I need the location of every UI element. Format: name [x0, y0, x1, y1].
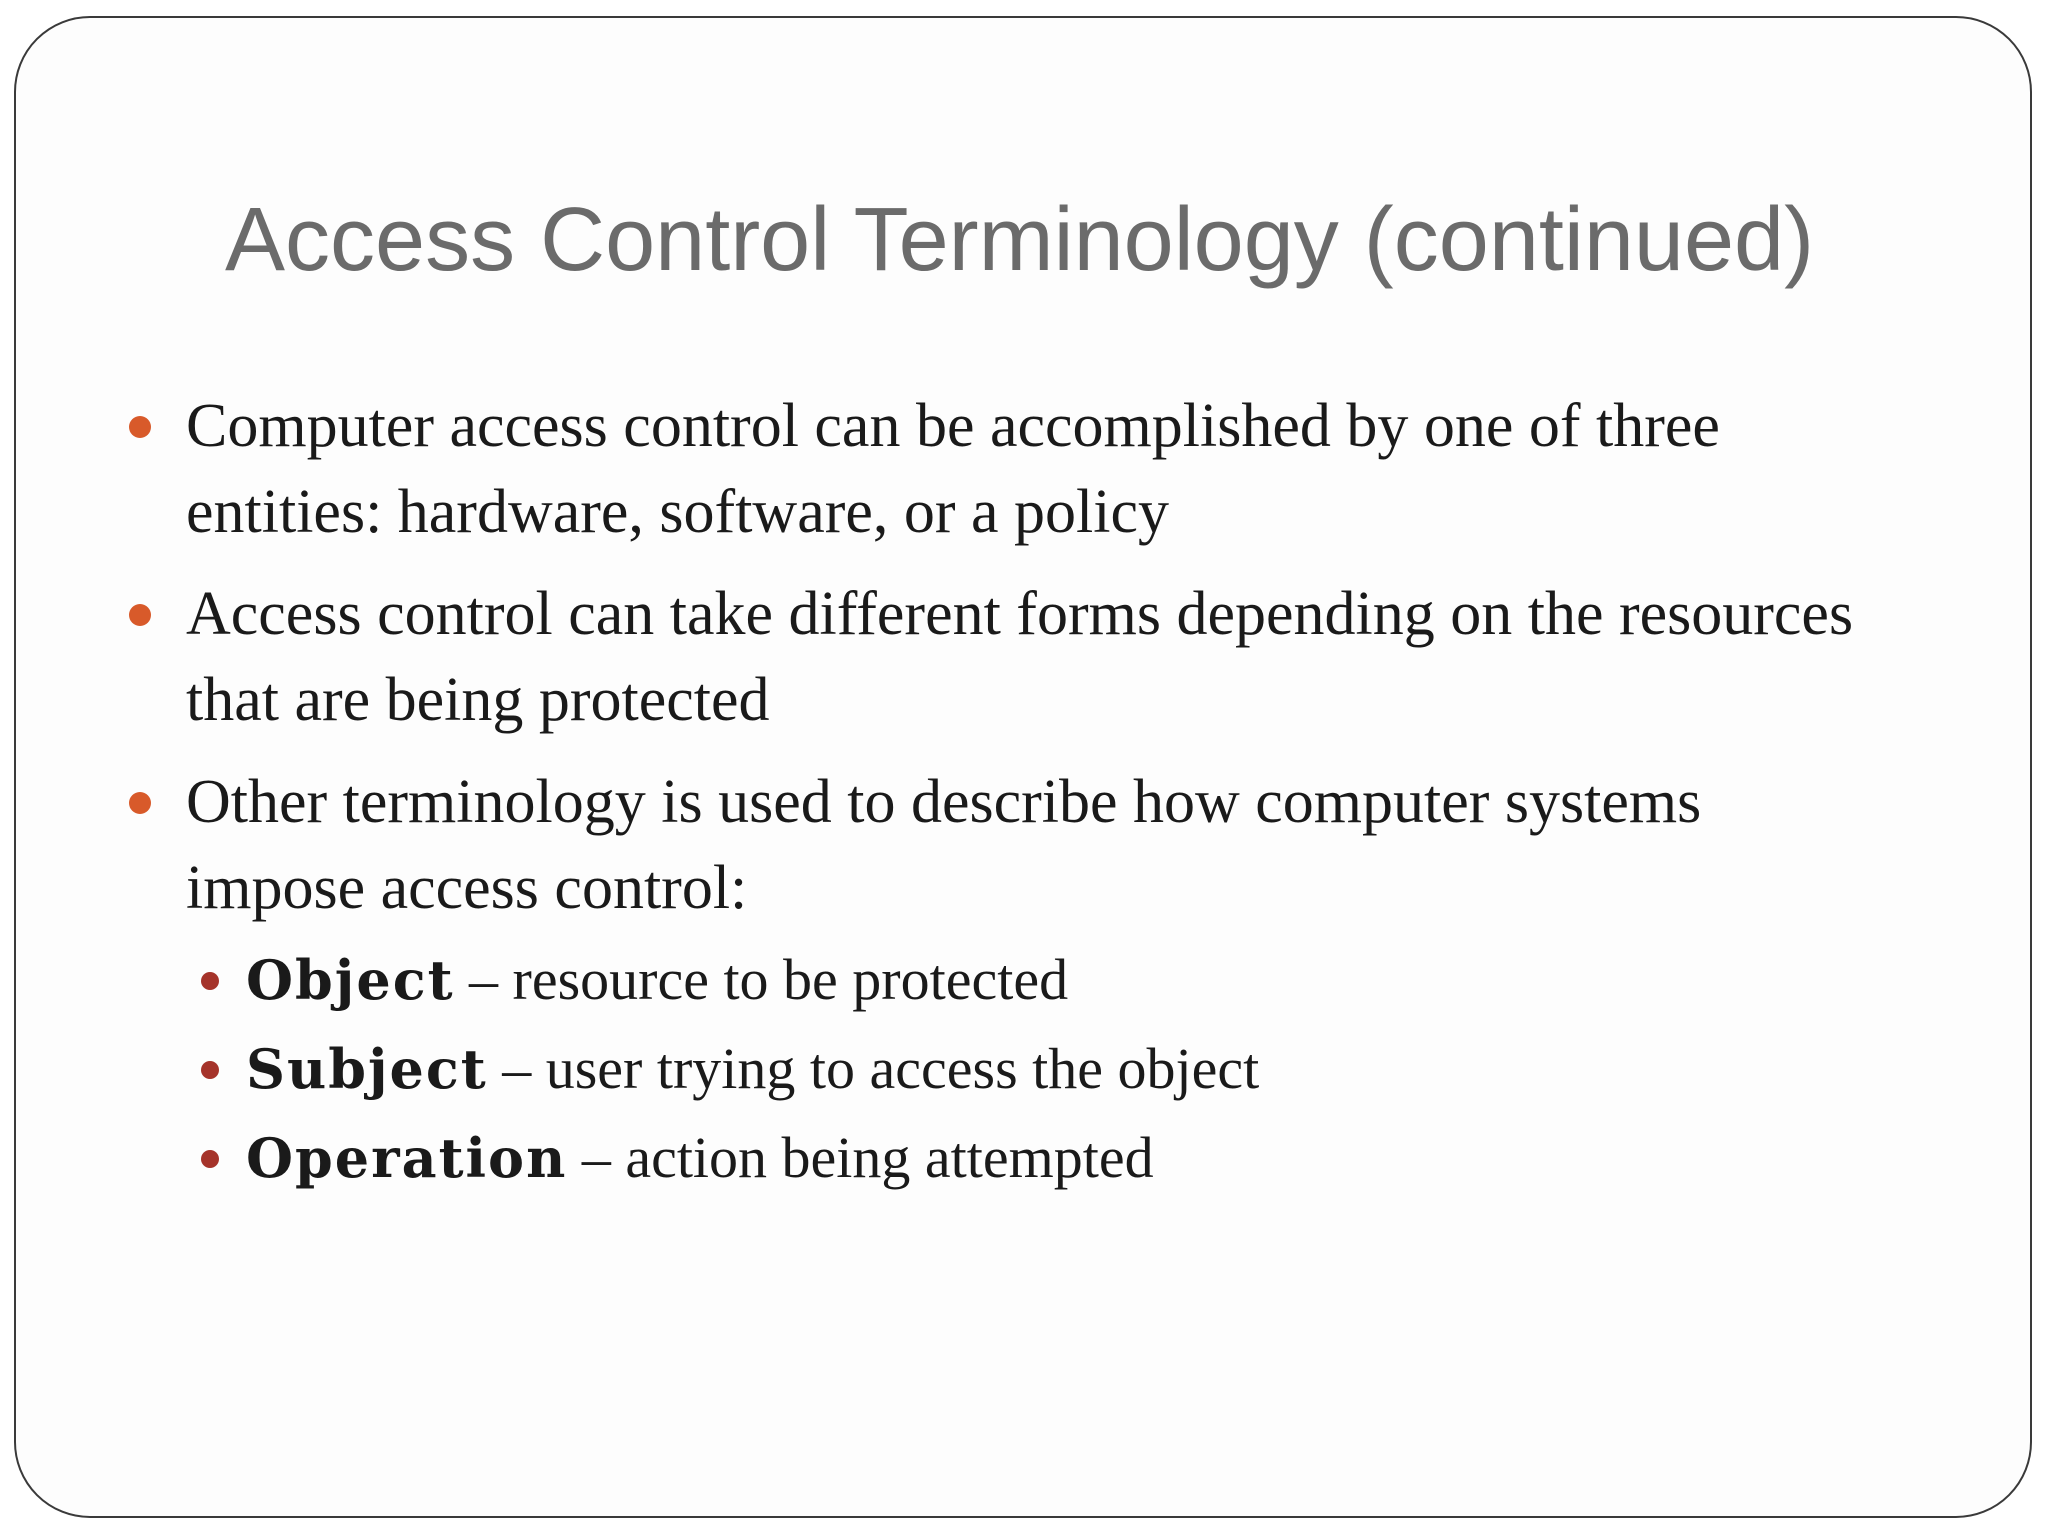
sub-bullet-term: Object [246, 948, 455, 1012]
sub-bullet-dot-icon [201, 972, 219, 990]
sub-bullet-text: – resource to be protected [469, 947, 1069, 1012]
bullet-dot-icon [129, 604, 151, 626]
sub-bullet-text: – action being attempted [581, 1125, 1154, 1190]
bullet-item [186, 383, 1886, 555]
sub-bullet-dot-icon [201, 1150, 219, 1168]
sub-bullet-item [246, 940, 1846, 1020]
bullet-text: Computer access control can be accomplished by one of three entities: hardware, software, or a policy [186, 392, 1720, 546]
sub-bullet-dot-icon [201, 1061, 219, 1079]
bullet-dot-icon [129, 416, 151, 438]
sub-bullet-text: – user trying to access the object [502, 1036, 1260, 1101]
sub-bullet-item [246, 1029, 1846, 1109]
bullet-item [186, 759, 1886, 931]
bullet-item [186, 571, 1886, 743]
sub-bullet-item [246, 1118, 1846, 1198]
sub-bullet-term: Operation [246, 1126, 568, 1190]
bullet-text: Access control can take different forms depending on the resources that are being protected [186, 580, 1854, 734]
bullet-dot-icon [129, 792, 151, 814]
bullet-text: Other terminology is used to describe how computer systems impose access control: [186, 768, 1702, 922]
slide-title: Access Control Terminology (continued) [225, 190, 1815, 290]
sub-bullet-term: Subject [246, 1037, 488, 1101]
